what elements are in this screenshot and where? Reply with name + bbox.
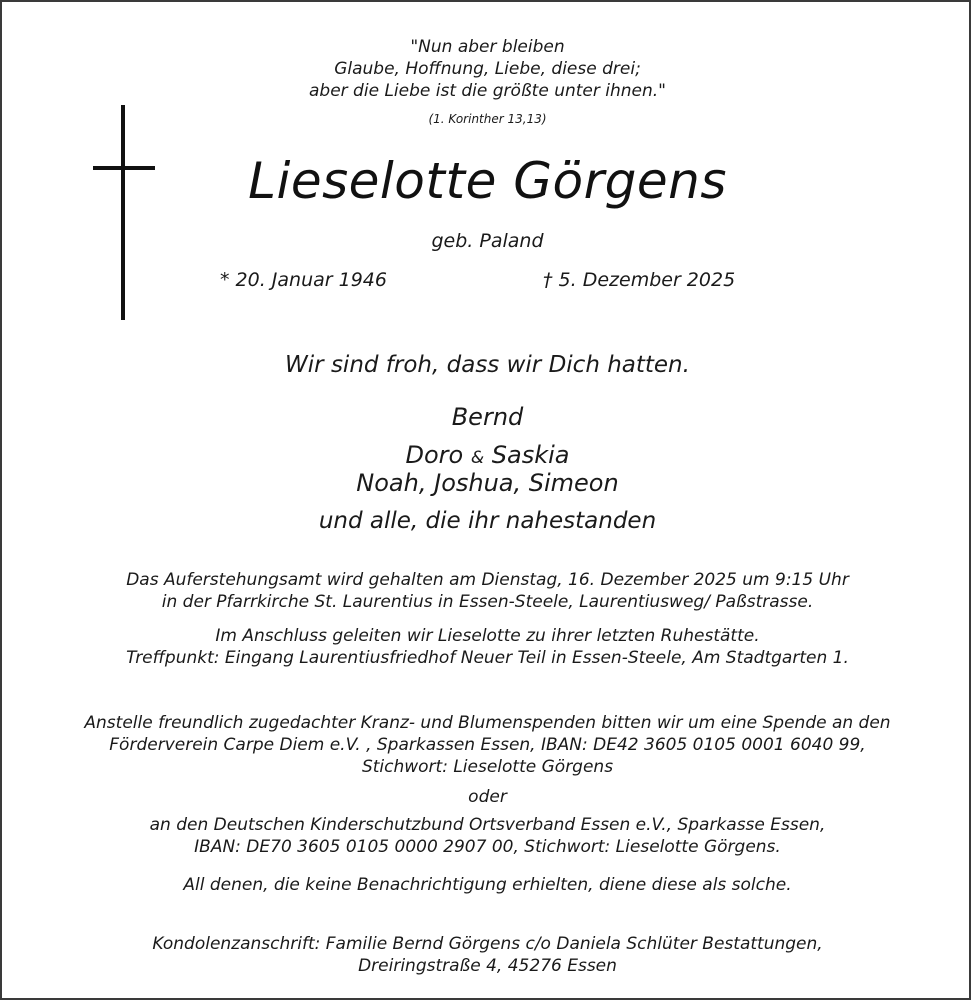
- service-line-4: Treffpunkt: Eingang Laurentiusfriedhof Neuer Teil in Essen-Steele, Am Stadtgarten 1.: [126, 648, 849, 668]
- donation-line-5: IBAN: DE70 3605 0105 0000 2907 00, Stichwort: Lieselotte Görgens.: [194, 837, 781, 857]
- donation-line-4: an den Deutschen Kinderschutzbund Ortsverband Essen e.V., Sparkasse Essen,: [149, 815, 826, 835]
- donation-oder: oder: [468, 787, 507, 807]
- cross-vertical-bar: [121, 105, 125, 320]
- quote-line-3: aber die Liebe ist die größte unter ihnen.": [309, 81, 666, 101]
- notice-line: All denen, die keine Benachrichtigung erhielten, diene diese als solche.: [183, 875, 792, 895]
- maiden-name: geb. Paland: [431, 230, 544, 252]
- death-date: † 5. Dezember 2025: [543, 269, 736, 291]
- condolence-line-1: Kondolenzanschrift: Familie Bernd Görgens c/o Daniela Schlüter Bestattungen,: [152, 934, 823, 954]
- service-line-1: Das Auferstehungsamt wird gehalten am Dienstag, 16. Dezember 2025 um 9:15 Uhr: [126, 570, 849, 590]
- mourner-grandchildren: Noah, Joshua, Simeon: [356, 469, 619, 497]
- ampersand: &: [470, 448, 485, 468]
- quote-reference: (1. Korinther 13,13): [428, 112, 547, 126]
- mourner-doro-saskia: [2, 441, 971, 469]
- mourner-others: und alle, die ihr nahestanden: [318, 508, 657, 534]
- donation-line-3: Stichwort: Lieselotte Görgens: [361, 757, 614, 777]
- mourner-bernd: Bernd: [451, 403, 524, 431]
- mourner-doro: Doro: [405, 441, 464, 469]
- mourner-saskia: Saskia: [491, 441, 570, 469]
- deceased-name: Lieselotte Görgens: [248, 152, 727, 210]
- birth-date: * 20. Januar 1946: [220, 269, 387, 291]
- donation-line-2: Förderverein Carpe Diem e.V. , Sparkassen Essen, IBAN: DE42 3605 0105 0001 6040 99,: [109, 735, 866, 755]
- quote-line-1: "Nun aber bleiben: [410, 37, 565, 57]
- condolence-line-2: Dreiringstraße 4, 45276 Essen: [358, 956, 617, 976]
- farewell-line: Wir sind froh, dass wir Dich hatten.: [285, 352, 690, 378]
- service-line-3: Im Anschluss geleiten wir Lieselotte zu ihrer letzten Ruhestätte.: [215, 626, 760, 646]
- service-line-2: in der Pfarrkirche St. Laurentius in Essen-Steele, Laurentiusweg/ Paßstrasse.: [161, 592, 814, 612]
- quote-line-2: Glaube, Hoffnung, Liebe, diese drei;: [334, 59, 641, 79]
- donation-line-1: Anstelle freundlich zugedachter Kranz- und Blumenspenden bitten wir um eine Spende an den: [84, 713, 891, 733]
